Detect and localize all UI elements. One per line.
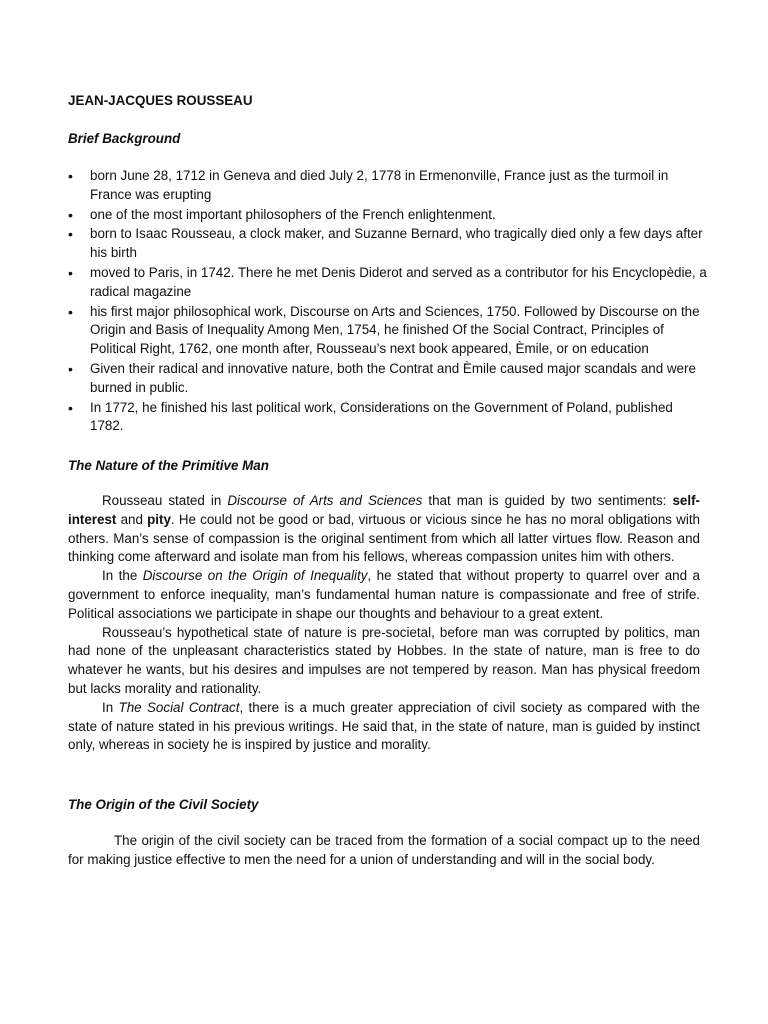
heading-primitive-man: The Nature of the Primitive Man [68,458,269,473]
paragraph: The origin of the civil society can be traced from the formation of a social compact up to the need for making justice effective to men the need for a union of understanding and will in the social body. [68,833,700,867]
bullet-item: • one of the most important philosophers of the French enlightenment. [68,206,708,225]
bullet-item: • born to Isaac Rousseau, a clock maker, and Suzanne Bernard, who tragically died only a few days after his birth [68,225,708,263]
civil-society-body [68,832,700,870]
paragraph: In The Social Contract, there is a much greater appreciation of civil society as compared with the state of nature stated in his previous writings. He said that, in the state of nature, man is guided by instinct only, whereas in society he is inspired by justice and morality. [68,699,700,753]
bullet-item: • In 1772, he finished his last political work, Considerations on the Government of Poland, published 1782. [68,399,708,437]
bullet-item: • born June 28, 1712 in Geneva and died July 2, 1778 in Ermenonville, France just as the turmoil in France was erupting [68,167,708,205]
bullet-item: • Given their radical and innovative nature, both the Contrat and Èmile caused major scandals and were burned in public. [68,360,708,398]
paragraph: Rousseau’s hypothetical state of nature is pre-societal, before man was corrupted by politics, man had none of the unpleasant characteristics stated by Hobbes. In the state of nature, man is free to do whatever he wants, but his desires and impulses are not tempered by reason. Man has physical freedom but lacks morality and rationality. [68,624,700,696]
bullet-item: • moved to Paris, in 1742. There he met Denis Diderot and served as a contributor for his Encyclopèdie, a radical magazine [68,264,708,302]
bullet-item: • his first major philosophical work, Discourse on Arts and Sciences, 1750. Followed by Discourse on the Origin and Basis of Inequality Among Men, 1754, he finished Of the Social Contract, Principles of Political Right, 1762, one month after, Rousseau’s next book appeared, Èmile, or on education [68,303,708,359]
primitive-man-body [68,492,700,755]
paragraph: In the Discourse on the Origin of Inequality, he stated that without property to quarrel over and a government to enforce inequality, man’s fundamental human nature is compassionate and free of strife. Political associations we participate in shape our thoughts and behaviour to a great extent. [68,568,700,621]
paragraph: Rousseau stated in Discourse of Arts and Sciences that man is guided by two sentiments: self-interest and pity. He could not be good or bad, virtuous or vicious since he has no moral obligations with others. Man’s sense of compassion is the original sentiment from which all latter virtues flow. Reason and thinking come afterward and isolate man from his fellows, whereas compassion unites him with others. [68,493,701,565]
document-title: JEAN-JACQUES ROUSSEAU [68,93,253,108]
background-bullet-list [68,167,708,437]
heading-brief-background: Brief Background [68,131,181,146]
heading-civil-society: The Origin of the Civil Society [68,797,259,812]
